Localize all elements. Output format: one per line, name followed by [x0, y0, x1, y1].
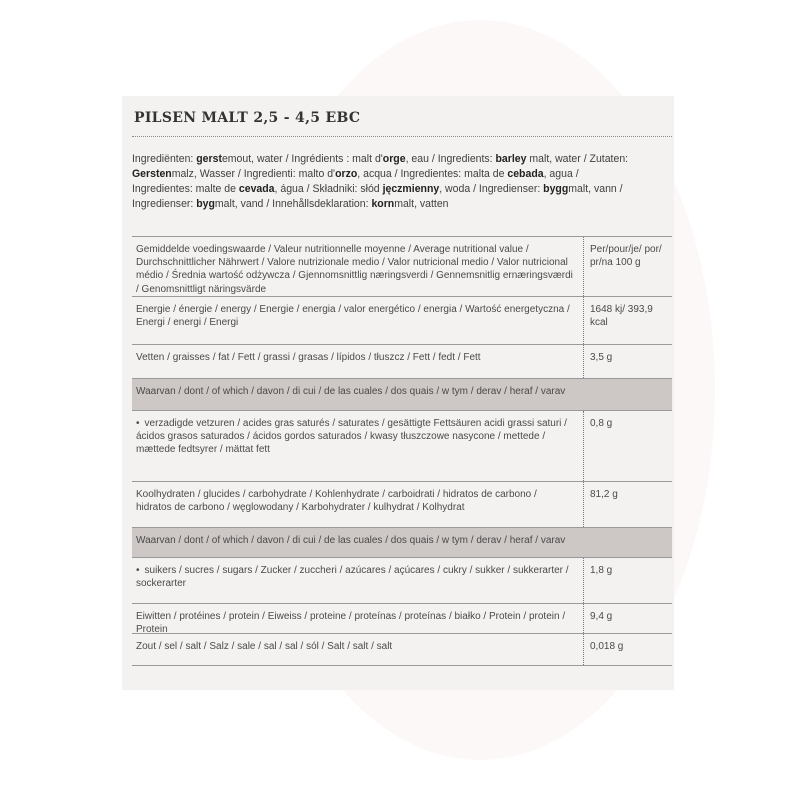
nutrient-value: 0,8 g [583, 411, 672, 481]
ingredient-text: , acqua / Ingredientes: malta de [357, 168, 508, 180]
ingredient-text: malt, water / Zutaten: [526, 153, 629, 165]
table-subheader-row [132, 528, 672, 558]
table-row [132, 345, 672, 379]
nutrient-label: Koolhydraten / glucides / carbohydrate / Kohlenhydrate / carboidrati / hidratos de carbono / hidratos de carbono / węglowodany / Karbohydrater / kulhydrat / Kolhydrat [136, 489, 537, 514]
nutrient-description [132, 297, 583, 344]
table-row [132, 411, 672, 482]
table-row [132, 482, 672, 528]
ingredient-text: , woda / Ingredienser: [439, 183, 544, 195]
nutrient-value: 9,4 g [583, 604, 672, 633]
nutrient-description [132, 528, 672, 557]
table-row [132, 237, 672, 297]
ingredient-text: , agua / Ingredientes: malte de [132, 168, 579, 195]
nutrient-description [132, 345, 583, 378]
table-row [132, 604, 672, 634]
allergen-text: cevada [238, 183, 275, 195]
table-row [132, 634, 672, 666]
allergen-text: bygg [543, 183, 569, 195]
allergen-text: korn [371, 198, 395, 210]
nutrient-value: 81,2 g [583, 482, 672, 527]
nutrient-description [132, 379, 672, 410]
nutrient-description [132, 604, 583, 636]
nutrient-label: Waarvan / dont / of which / davon / di cui / de las cuales / dos quais / w tym / derav / heraf / varav [136, 386, 566, 397]
ingredient-text: emout, water / Ingrédients : malt d' [221, 153, 383, 165]
ingredient-text: malt, vand / Innehållsdeklaration: [214, 198, 372, 210]
table-row [132, 558, 672, 604]
nutrient-value: 1,8 g [583, 558, 672, 603]
nutrient-description [132, 237, 583, 296]
nutrient-label: suikers / sucres / sugars / Zucker / zuccheri / azúcares / açúcares / cukry / sukker / sukkerarter / sockerarter [136, 565, 569, 590]
nutrient-label: Gemiddelde voedingswaarde / Valeur nutritionnelle moyenne / Average nutritional value / Durchschnittlicher Nährwert / Valore nutrizionale medio / Valor nutricional medio / Valor nutricional médio / Średnia wartość odżywcza / Gjennomsnittlig næringsverdi / Gennemsnitlig ernæringsværdi / Genomsnittligt näringsvärde [136, 244, 573, 295]
nutrient-label: Waarvan / dont / of which / davon / di cui / de las cuales / dos quais / w tym / derav / heraf / varav [136, 535, 566, 546]
ingredient-text: malt, vatten [394, 198, 449, 210]
nutrient-value: Per/pour/je/ por/ pr/na 100 g [583, 237, 672, 296]
nutrient-value: 1648 kj/ 393,9 kcal [583, 297, 672, 344]
ingredient-text: malt, vann / Ingredienser: [132, 183, 623, 210]
allergen-text: cebada [507, 168, 544, 180]
nutrient-description [132, 634, 583, 665]
ingredient-text: , água / Składniki: słód [274, 183, 383, 195]
product-title: PILSEN MALT 2,5 - 4,5 EBC [134, 110, 361, 126]
bullet-icon: • [136, 565, 140, 576]
allergen-text: barley [495, 153, 527, 165]
nutrition-table [132, 236, 672, 666]
ingredient-text: malz, Wasser / Ingredienti: malto d' [171, 168, 336, 180]
allergen-text: gerst [196, 153, 222, 165]
nutrient-value: 3,5 g [583, 345, 672, 378]
nutrient-label: Energie / énergie / energy / Energie / energia / valor energético / energia / Wartość energetyczna / Energi / energi / Energi [136, 304, 570, 329]
nutrient-description [132, 411, 583, 481]
ingredient-text: Ingrediënten: [132, 153, 197, 165]
bullet-icon: • [136, 418, 140, 429]
nutrient-label: verzadigde vetzuren / acides gras saturés / saturates / gesättigte Fettsäuren acidi grassi saturi / ácidos grasos saturados / ácidos gordos saturados / kwasy tłuszczowe nasycone / mettede / mættede fedtsyrer / mättat fett [136, 418, 567, 456]
nutrient-description [132, 558, 583, 603]
table-row [132, 297, 672, 345]
allergen-text: byg [196, 198, 215, 210]
ingredient-text: , eau / Ingredients: [405, 153, 496, 165]
nutrition-label-card [122, 96, 674, 690]
nutrient-description [132, 482, 583, 527]
nutrient-label: Vetten / graisses / fat / Fett / grassi / grasas / lípidos / tłuszcz / Fett / fedt / Fett [136, 352, 481, 363]
title-divider [132, 136, 672, 137]
allergen-text: orzo [335, 168, 358, 180]
nutrient-label: Eiwitten / protéines / protein / Eiweiss / proteine / proteínas / proteínas / białko / Protein / protein / Protein [136, 611, 566, 636]
allergen-text: orge [382, 153, 406, 165]
allergen-text: Gersten [132, 168, 172, 180]
ingredients-text [132, 152, 634, 212]
table-subheader-row [132, 379, 672, 411]
allergen-text: jęczmienny [382, 183, 440, 195]
nutrient-label: Zout / sel / salt / Salz / sale / sal / sal / sól / Salt / salt / salt [136, 641, 393, 652]
nutrient-value: 0,018 g [583, 634, 672, 665]
